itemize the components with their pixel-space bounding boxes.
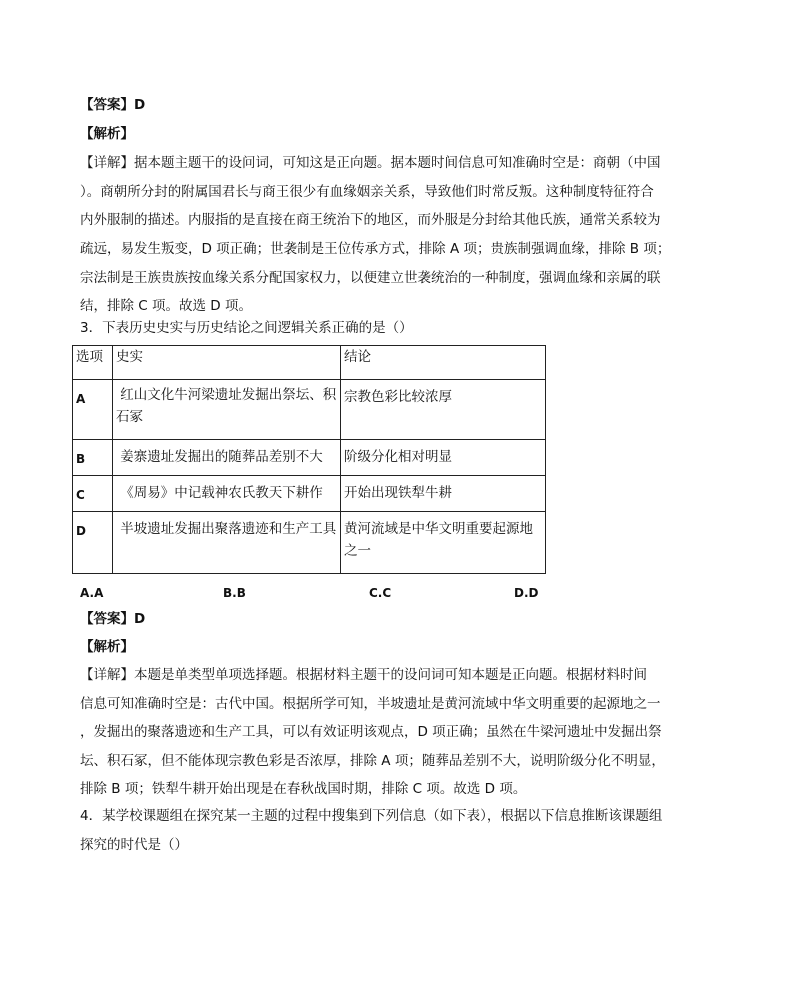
q3-stem: 3．下表历史史实与历史结论之间逻辑关系正确的是（） [80, 320, 413, 336]
row-conclusion [341, 440, 546, 476]
row-fact [113, 440, 341, 476]
q3-analysis-tag: 【解析】 [80, 639, 134, 655]
option-letter: C [76, 488, 85, 502]
q3-analysis-line: 【详解】本题是单类型单项选择题。根据材料主题干的设问词可知本题是正向题。根据材料时间 [80, 667, 647, 683]
conclusion-text: 阶级分化相对明显 [344, 449, 452, 465]
choice-d: D.D [514, 586, 539, 600]
conclusion-text: 开始出现铁犁牛耕 [344, 485, 452, 501]
q2-analysis-line: 结，排除 C 项。故选 D 项。 [80, 298, 252, 314]
row-conclusion [341, 512, 546, 574]
q4-stem-line: 4．某学校课题组在探究某一主题的过程中搜集到下列信息（如下表），根据以下信息推断该课题组 [80, 808, 663, 824]
q2-analysis-line: 宗法制是王族贵族按血缘关系分配国家权力，以便建立世袭统治的一种制度，强调血缘和亲属的联 [80, 270, 661, 286]
choice-c: C.C [369, 586, 392, 600]
q3-analysis-line: 坛、积石冢，但不能体现宗教色彩是否浓厚，排除 A 项；随葬品差别不大，说明阶级分化不明显， [80, 753, 665, 769]
q3-analysis-line: 排除 B 项；铁犁牛耕开始出现是在春秋战国时期，排除 C 项。故选 D 项。 [80, 781, 527, 797]
header-option: 选项 [73, 346, 113, 380]
option-letter: B [76, 452, 86, 466]
fact-text: 半坡遗址发掘出聚落遗迹和生产工具 [120, 521, 337, 537]
answer-value: D [134, 611, 146, 627]
row-fact [113, 476, 341, 512]
conclusion-text: 宗教色彩比较浓厚 [344, 389, 452, 405]
table-header-row [73, 346, 546, 380]
row-conclusion [341, 380, 546, 440]
q2-answer [80, 95, 145, 115]
table-row [73, 440, 546, 476]
table-row [73, 476, 546, 512]
row-fact [113, 380, 341, 440]
table-row [73, 380, 546, 440]
row-option [73, 476, 113, 512]
fact-text: 姜寨遗址发掘出的随葬品差别不大 [120, 449, 323, 465]
table-row [73, 512, 546, 574]
q3-table [72, 345, 546, 574]
q4-stem-line: 探究的时代是（） [80, 837, 188, 853]
q3-analysis-line: 信息可知准确时空是：古代中国。根据所学可知，半坡遗址是黄河流域中华文明重要的起源地之一 [80, 696, 661, 712]
option-letter: D [76, 524, 86, 538]
conclusion-text: 黄河流域是中华文明重要起源地之一 [344, 521, 533, 559]
q2-analysis-line: 疏远，易发生叛变，D 项正确；世袭制是王位传承方式，排除 A 项；贵族制强调血缘，排除 B 项； [80, 241, 671, 257]
header-conclusion: 结论 [341, 346, 546, 380]
row-option [73, 380, 113, 440]
q2-analysis-line: 内外服制的描述。内服指的是直接在商王统治下的地区，而外服是分封给其他氏族，通常关系较为 [80, 212, 661, 228]
answer-tag: 【答案】 [80, 97, 134, 113]
header-fact: 史实 [113, 346, 341, 380]
q2-analysis-line: 【详解】据本题主题干的设问词，可知这是正向题。据本题时间信息可知准确时空是：商朝（中国 [80, 155, 661, 171]
row-option [73, 512, 113, 574]
q2-analysis-line: ）。商朝所分封的附属国君长与商王很少有血缘姻亲关系，导致他们时常反叛。这种制度特征符合 [80, 184, 654, 200]
option-letter: A [76, 392, 86, 406]
row-option [73, 440, 113, 476]
fact-text: 《周易》中记载神农氏教天下耕作 [120, 485, 323, 501]
fact-text: 红山文化牛河梁遗址发掘出祭坛、积石冢 [116, 387, 337, 425]
answer-value: D [134, 97, 146, 113]
choice-b: B.B [223, 586, 246, 600]
q3-choices [0, 586, 793, 606]
q3-analysis-line: ，发掘出的聚落遗迹和生产工具，可以有效证明该观点，D 项正确；虽然在牛梁河遗址中发掘出祭 [80, 724, 662, 740]
q2-analysis-tag: 【解析】 [80, 126, 134, 142]
row-fact [113, 512, 341, 574]
row-conclusion [341, 476, 546, 512]
q3-answer [80, 609, 145, 629]
answer-tag: 【答案】 [80, 611, 134, 627]
choice-a: A.A [80, 586, 104, 600]
